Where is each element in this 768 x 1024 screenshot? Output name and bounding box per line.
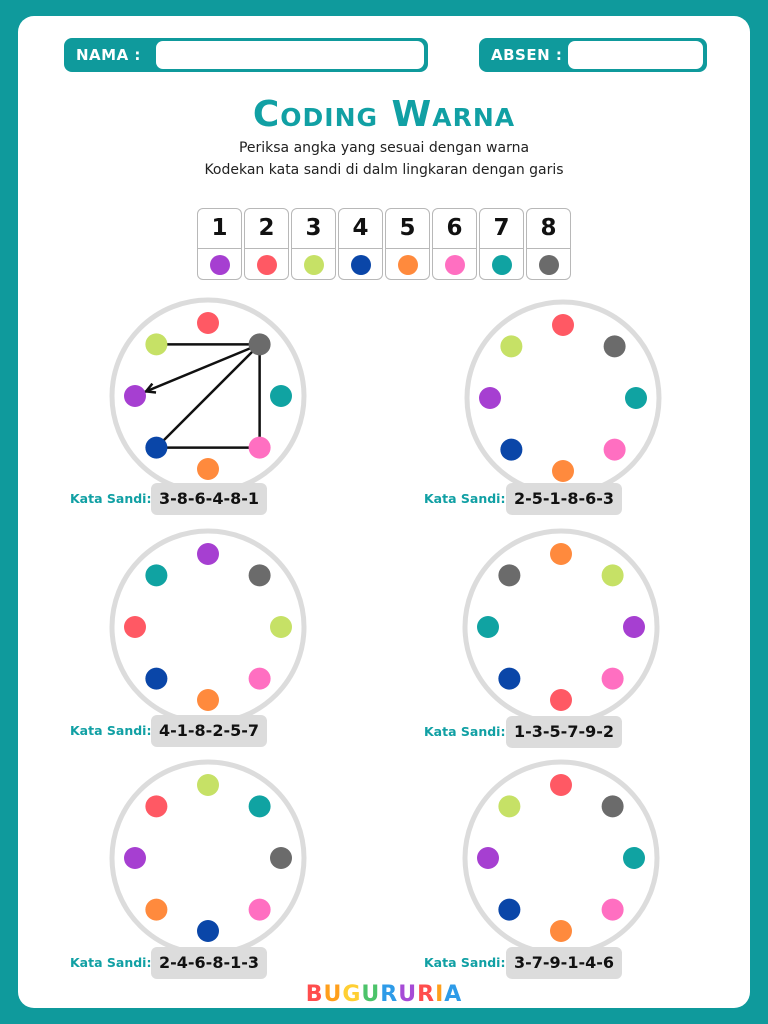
brand-letter: U <box>398 982 418 1007</box>
puzzle-circle-graphic <box>106 756 310 960</box>
key-cell-3 <box>291 208 336 280</box>
key-divider <box>292 248 335 249</box>
color-dot <box>145 668 167 690</box>
color-dot <box>498 668 520 690</box>
absen-label: ABSEN : <box>491 46 563 64</box>
key-color-dot <box>445 255 465 275</box>
puzzle-6 <box>459 756 663 960</box>
color-dot <box>550 689 572 711</box>
color-dot <box>550 543 572 565</box>
kata-sandi-code: 2-5-1-8-6-3 <box>506 483 622 515</box>
color-dot <box>550 774 572 796</box>
key-divider <box>339 248 382 249</box>
key-number: 2 <box>258 215 275 241</box>
color-dot <box>602 668 624 690</box>
brand-letter: G <box>342 982 362 1007</box>
kata-sandi-code: 1-3-5-7-9-2 <box>506 716 622 748</box>
color-dot <box>602 564 624 586</box>
color-dot <box>623 616 645 638</box>
color-dot <box>623 847 645 869</box>
color-dot <box>145 437 167 459</box>
key-color-dot <box>304 255 324 275</box>
color-dot <box>145 564 167 586</box>
color-dot <box>477 616 499 638</box>
brand-letter: A <box>444 982 463 1007</box>
puzzle-circle-graphic <box>106 525 310 729</box>
puzzle-2 <box>461 296 665 500</box>
brand-letter: R <box>417 982 436 1007</box>
color-dot <box>145 333 167 355</box>
brand-letter: U <box>323 982 343 1007</box>
color-dot <box>197 458 219 480</box>
key-cell-2 <box>244 208 289 280</box>
color-dot <box>625 387 647 409</box>
color-dot <box>500 335 522 357</box>
key-number: 1 <box>211 215 228 241</box>
key-cell-5 <box>385 208 430 280</box>
page-title: Coding Warna <box>252 94 516 135</box>
color-dot <box>145 899 167 921</box>
color-dot <box>498 899 520 921</box>
name-field-box <box>64 38 428 72</box>
key-cell-6 <box>432 208 477 280</box>
color-dot <box>604 439 626 461</box>
kata-sandi-label: Kata Sandi: <box>70 723 152 738</box>
color-dot <box>124 847 146 869</box>
kata-sandi-label: Kata Sandi: <box>70 491 152 506</box>
key-cell-4 <box>338 208 383 280</box>
key-cell-8 <box>526 208 571 280</box>
absen-field-box <box>479 38 707 72</box>
color-dot <box>270 385 292 407</box>
instruction-line-1: Periksa angka yang sesuai dengan warna <box>238 140 530 156</box>
key-color-dot <box>539 255 559 275</box>
key-number: 5 <box>399 215 416 241</box>
puzzle-3 <box>106 525 310 729</box>
key-divider <box>245 248 288 249</box>
key-color-dot <box>492 255 512 275</box>
key-divider <box>198 248 241 249</box>
key-color-dot <box>398 255 418 275</box>
color-dot <box>145 795 167 817</box>
color-dot <box>124 385 146 407</box>
brand-letter: I <box>435 982 445 1007</box>
kata-sandi-label: Kata Sandi: <box>70 955 152 970</box>
key-divider <box>433 248 476 249</box>
instruction-line-2: Kodekan kata sandi di dalm lingkaran dengan garis <box>204 162 564 178</box>
color-dot <box>249 668 271 690</box>
key-cell-1 <box>197 208 242 280</box>
color-dot <box>602 795 624 817</box>
key-number: 3 <box>305 215 322 241</box>
color-dot <box>550 920 572 942</box>
color-dot <box>602 899 624 921</box>
key-divider <box>386 248 429 249</box>
color-dot <box>197 543 219 565</box>
key-number: 4 <box>352 215 369 241</box>
brand-letter: R <box>380 982 399 1007</box>
color-dot <box>197 774 219 796</box>
key-divider <box>527 248 570 249</box>
key-color-dot <box>257 255 277 275</box>
key-number: 8 <box>540 215 557 241</box>
kata-sandi-label: Kata Sandi: <box>424 955 506 970</box>
color-dot <box>270 616 292 638</box>
color-dot <box>552 314 574 336</box>
kata-sandi-code: 3-7-9-1-4-6 <box>506 947 622 979</box>
puzzle-circle-graphic <box>106 294 310 498</box>
color-dot <box>498 564 520 586</box>
key-cell-7 <box>479 208 524 280</box>
key-number: 7 <box>493 215 510 241</box>
puzzle-4 <box>459 525 663 729</box>
brand-letter: B <box>305 982 324 1007</box>
puzzle-1 <box>106 294 310 498</box>
color-dot <box>197 312 219 334</box>
color-dot <box>249 899 271 921</box>
key-divider <box>480 248 523 249</box>
color-dot <box>604 335 626 357</box>
puzzle-circle-graphic <box>461 296 665 500</box>
name-label: NAMA : <box>76 46 141 64</box>
color-dot <box>249 437 271 459</box>
color-dot <box>249 564 271 586</box>
puzzle-5 <box>106 756 310 960</box>
key-color-dot <box>210 255 230 275</box>
color-dot <box>270 847 292 869</box>
color-dot <box>197 689 219 711</box>
kata-sandi-code: 4-1-8-2-5-7 <box>151 715 267 747</box>
color-dot <box>249 333 271 355</box>
name-input[interactable] <box>156 41 424 69</box>
color-dot <box>249 795 271 817</box>
key-number: 6 <box>446 215 463 241</box>
color-dot <box>197 920 219 942</box>
color-dot <box>124 616 146 638</box>
color-dot <box>498 795 520 817</box>
absen-input[interactable] <box>568 41 703 69</box>
color-dot <box>500 439 522 461</box>
worksheet <box>18 16 750 1008</box>
color-dot <box>477 847 499 869</box>
brand-logo <box>18 982 750 1007</box>
color-dot <box>479 387 501 409</box>
color-dot <box>552 460 574 482</box>
kata-sandi-label: Kata Sandi: <box>424 491 506 506</box>
key-color-dot <box>351 255 371 275</box>
color-key-table <box>197 208 573 280</box>
kata-sandi-label: Kata Sandi: <box>424 724 506 739</box>
puzzle-circle-graphic <box>459 525 663 729</box>
brand-letter: U <box>361 982 381 1007</box>
kata-sandi-code: 3-8-6-4-8-1 <box>151 483 267 515</box>
kata-sandi-code: 2-4-6-8-1-3 <box>151 947 267 979</box>
puzzle-circle-graphic <box>459 756 663 960</box>
